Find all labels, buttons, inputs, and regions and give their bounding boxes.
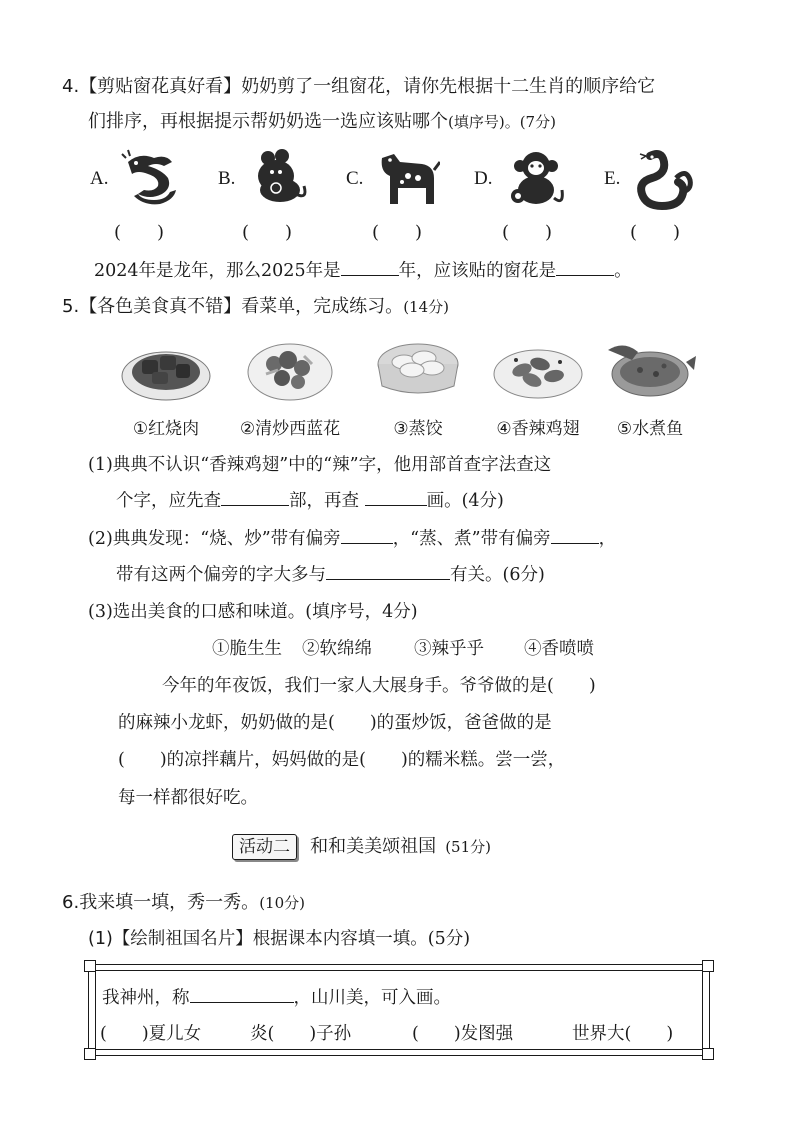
q5-p2-text-c: ，	[598, 529, 617, 549]
q5-p2-line2	[116, 561, 545, 586]
q4-sentence	[94, 257, 632, 282]
q5-p1-text-b: 部，再查	[289, 491, 359, 511]
q5-number: 5.	[62, 296, 80, 317]
q5-title	[62, 292, 449, 318]
q5-para-line2: 的麻辣小龙虾，奶奶做的是( )的蛋炒饭，爸爸做的是	[118, 713, 552, 733]
q5-p1-text-c: 画。(4分)	[426, 491, 504, 511]
q5-p2-text-b: ，“蒸、煮”带有偏旁	[392, 529, 551, 549]
stroke-count-blank[interactable]	[365, 487, 427, 506]
option-d-answer[interactable]: ( )	[502, 222, 553, 243]
boiled-fish-dish-icon	[604, 334, 696, 404]
q6-p1-tag: (1)【绘制祖国名片】	[88, 929, 253, 949]
q4-tag: 【剪贴窗花真好看】	[79, 76, 242, 97]
frame-corner-bl	[84, 1048, 96, 1060]
q5-p1-line2	[116, 487, 504, 512]
q5-p3-option-1: ①脆生生	[212, 639, 282, 659]
q5-para-line3: ( )的凉拌藕片，妈妈做的是( )的糯米糕。尝一尝，	[118, 750, 566, 770]
q5-p2-text-e: 有关。(6分)	[450, 565, 545, 585]
option-b-answer[interactable]: ( )	[242, 222, 293, 243]
frame-line2-item-2[interactable]: 炎( )子孙	[250, 1024, 352, 1044]
q5-p3-option-2: ②软绵绵	[302, 639, 372, 659]
q4-papercut-blank[interactable]	[556, 257, 614, 276]
option-e-answer[interactable]: ( )	[630, 222, 681, 243]
q6-p1-title	[88, 925, 470, 950]
activity-label: 活动二	[232, 834, 297, 860]
snake-papercut-icon	[632, 148, 696, 212]
option-b-letter: B.	[218, 168, 236, 189]
q4-line2	[88, 107, 556, 133]
frame-corner-tl	[84, 960, 96, 972]
option-e-letter: E.	[604, 168, 621, 189]
q5-text: 看菜单，完成练习。	[241, 296, 404, 317]
q5-p3-title: (3)选出美食的口感和味道。(填序号，4分)	[88, 602, 418, 622]
q4-note: (填序号)。(7分)	[448, 113, 556, 131]
dog-papercut-icon	[376, 148, 440, 212]
q4-line1	[62, 72, 655, 98]
option-d-letter: D.	[474, 168, 493, 189]
frame-corner-br	[702, 1048, 714, 1060]
q5-para-line4: 每一样都很好吃。	[118, 788, 258, 808]
food-label-5: ⑤水煮鱼	[616, 419, 684, 439]
frame-line2-item-3[interactable]: ( )发图强	[412, 1024, 514, 1044]
q5-p3-option-4: ④香喷喷	[524, 639, 594, 659]
frame-corner-tr	[702, 960, 714, 972]
q5-p3-option-3: ③辣乎乎	[414, 639, 484, 659]
q4-sentence-b: 年，应该贴的窗花是	[398, 261, 557, 281]
activity-title: 和和美美颂祖国	[310, 836, 437, 857]
steamed-dumplings-dish-icon	[372, 334, 464, 404]
q5-p1-line1: (1)典典不认识“香辣鸡翅”中的“辣”字，他用部首查字法查这	[88, 455, 552, 475]
q5-p2-text-a: (2)典典发现：“烧、炒”带有偏旁	[88, 529, 341, 549]
frame-line2-item-1[interactable]: ( )夏儿女	[100, 1024, 202, 1044]
q5-para-line1: 今年的年夜饭，我们一家人大展身手。爷爷做的是( )	[162, 676, 596, 696]
q5-p2-text-d: 带有这两个偏旁的字大多与	[116, 565, 326, 585]
food-label-1: ①红烧肉	[132, 419, 200, 439]
food-label-4: ④香辣鸡翅	[496, 419, 580, 439]
q5-score: (14分)	[403, 298, 449, 316]
radical-fire-blank[interactable]	[341, 525, 393, 544]
q4-text-1: 奶奶剪了一组窗花，请你先根据十二生肖的顺序给它	[241, 76, 656, 97]
food-label-3: ③蒸饺	[393, 419, 443, 439]
frame-line2-item-4[interactable]: 世界大( )	[572, 1024, 674, 1044]
q4-text-2: 们排序，再根据提示帮奶奶选一选应该贴哪个	[88, 111, 448, 132]
q5-p1-text-a: 个字，应先查	[116, 491, 221, 511]
activity-banner	[232, 832, 491, 858]
country-name-blank[interactable]	[190, 984, 294, 1003]
option-c-answer[interactable]: ( )	[372, 222, 423, 243]
frame-line1	[102, 984, 451, 1009]
q5-tag: 【各色美食真不错】	[79, 296, 242, 317]
q4-sentence-c: 。	[614, 261, 632, 281]
q5-p2-line1	[88, 525, 616, 550]
q4-year-blank[interactable]	[341, 257, 399, 276]
dragon-papercut-icon	[120, 148, 184, 212]
spicy-wings-dish-icon	[492, 334, 584, 404]
option-c-letter: C.	[346, 168, 364, 189]
q6-p1-text: 根据课本内容填一填。(5分)	[252, 929, 471, 949]
option-a-answer[interactable]: ( )	[114, 222, 165, 243]
monkey-papercut-icon	[504, 146, 568, 210]
rat-papercut-icon	[246, 146, 310, 210]
food-label-2: ②清炒西蓝花	[239, 419, 341, 439]
q4-number: 4.	[62, 76, 80, 97]
frame-line1-a: 我神州，称	[102, 988, 190, 1008]
activity-score: (51分)	[445, 838, 491, 856]
radical-dots-blank[interactable]	[551, 525, 599, 544]
option-a-letter: A.	[90, 168, 109, 189]
q4-sentence-a: 2024年是龙年，那么2025年是	[94, 261, 341, 281]
q6-score: (10分)	[259, 894, 305, 912]
q6-text: 我来填一填，秀一秀。	[79, 892, 260, 913]
q6-title	[62, 888, 305, 914]
frame-line1-b: ，山川美，可入画。	[293, 988, 451, 1008]
radical-blank[interactable]	[221, 487, 289, 506]
broccoli-dish-icon	[244, 334, 336, 404]
related-to-blank[interactable]	[326, 561, 450, 580]
braised-pork-dish-icon	[120, 334, 212, 404]
q6-number: 6.	[62, 892, 80, 913]
